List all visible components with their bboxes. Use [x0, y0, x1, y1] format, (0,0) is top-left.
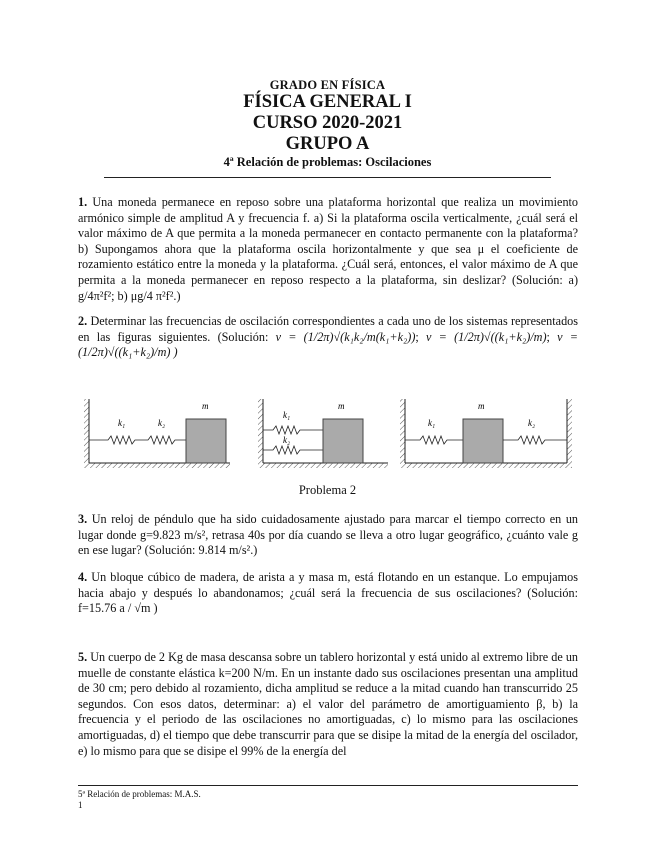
- spring-k2: [263, 446, 323, 454]
- problem-5-text: Un cuerpo de 2 Kg de masa descansa sobre un tablero horizontal y está unido al extremo libre de un muelle de constante elástica k=200 N/m. En un instante dado sus oscilaciones presentan una amplitud de 30 cm; pero debido al rozamiento, dicha amplitud se reduce a la mitad cuando han transcurrido 25 segundos. Con esos datos, determinar: a) el valor del parámetro de amortiguamiento β, b) la frecuencia y el periodo de las oscilaciones no amortiguadas, c) lo mismo para las oscilaciones amortiguadas, d) el tiempo que debe transcurrir para que se disipe la mitad de la energía del oscilador, e) lo mismo para que se disipe el 99% de la energía del: [78, 650, 579, 758]
- page-number: 1: [78, 800, 83, 810]
- k1-label: k₁: [118, 418, 126, 428]
- problem-5: [78, 650, 578, 759]
- mass-block: [463, 419, 503, 463]
- problem-4-number: 4.: [78, 570, 88, 584]
- problem-2-text: Determinar las frecuencias de oscilación correspondientes a cada uno de los sistemas representados en las figuras siguientes. (Solución:: [78, 314, 578, 344]
- problem-2-solution-2: v = (1/2π)√((k₁+k₂)/m): [426, 329, 547, 344]
- group-title: GRUPO A: [285, 134, 370, 154]
- spring-k2: [140, 436, 186, 444]
- k2-label: k₂: [528, 418, 536, 428]
- mass-label: m: [478, 401, 485, 411]
- figure-caption: Problema 2: [298, 483, 357, 497]
- problem-1: [78, 195, 578, 304]
- spring-k1: [89, 436, 140, 444]
- k1-label: k₁: [428, 418, 436, 428]
- spring-k1: [405, 436, 463, 444]
- problem-3-text: Un reloj de péndulo que ha sido cuidadosamente ajustado para marcar el tiempo correcto en un lugar donde g=9.823 m/s², retrasa 40s por día cuando se lleva a otro lugar geográfico, ¿cuánto vale g en ese lugar? (Solución: 9.814 m/s².): [78, 512, 579, 558]
- spring-k2: [503, 436, 567, 444]
- problem-2-solution-1: v = (1/2π)√(k₁k₂/m(k₁+k₂)): [275, 329, 416, 344]
- header-divider: [104, 177, 551, 178]
- problem-1-number: 1.: [78, 195, 88, 209]
- spring-system-1: [84, 399, 230, 468]
- relation-subtitle: 4ª Relación de problemas: Oscilaciones: [223, 155, 432, 169]
- mass-label: m: [338, 401, 345, 411]
- problem-2-number: 2.: [78, 314, 88, 328]
- spring-k1: [263, 426, 323, 434]
- course-title: FÍSICA GENERAL I: [243, 92, 412, 112]
- degree-heading: GRADO EN FÍSICA: [269, 78, 386, 92]
- problem-1-text: Una moneda permanece en reposo sobre una plataforma horizontal que realiza un movimiento armónico simple de amplitud A y frecuencia f. a) Si la plataforma oscila verticalmente, ¿cuál será el valor máximo de A que permita a la moneda permanecer en contacto permanente con la plataforma? b) Supongamos ahora que la plataforma oscila horizontalmente y que sea μ el coeficiente de rozamiento estático entre la moneda y la plataforma. ¿Cuál será, entonces, el valor máximo de A que permita a la moneda permanecer en reposo respecto a la plataforma, sin deslizar? (Solución: a) g/4π²f²; b) μg/4 π²f².): [78, 195, 579, 303]
- problem-2-figure: [78, 395, 578, 475]
- spring-system-2: [258, 399, 388, 468]
- problem-2: 2. Determinar las frecuencias de oscilación correspondientes a cada uno de los sistemas representados en las figuras siguientes. (Solución: v = (1/2π)√(k₁k₂/m(k₁+k₂)); v = (1/2π)√((k₁+k₂)/m); v = (1/2π)√((k₁+k₂)/m) ): [78, 314, 579, 360]
- problem-2-solution-3: v = (1/2π)√((k₁+k₂)/m) ): [78, 329, 579, 360]
- problem-3: [78, 512, 578, 559]
- course-year: CURSO 2020-2021: [252, 113, 403, 133]
- footer-divider: [78, 785, 578, 786]
- mass-label: m: [202, 401, 209, 411]
- footer-title: 5ª Relación de problemas: M.A.S.: [78, 789, 201, 799]
- k2-label: k₂: [158, 418, 166, 428]
- k1-label: k₁: [283, 410, 291, 420]
- spring-system-3: [400, 399, 572, 468]
- mass-block: [323, 419, 363, 463]
- problem-4: [78, 570, 578, 617]
- k2-label: k₂: [283, 435, 291, 445]
- problem-5-number: 5.: [78, 650, 88, 664]
- mass-block: [186, 419, 226, 463]
- problem-3-number: 3.: [78, 512, 88, 526]
- problem-4-text: Un bloque cúbico de madera, de arista a y masa m, está flotando en un estanque. Lo empujamos hacia abajo y después lo abandonamos; ¿cuál será la frecuencia de sus oscilaciones? (Solución: f=15.76 a / √m ): [78, 570, 578, 616]
